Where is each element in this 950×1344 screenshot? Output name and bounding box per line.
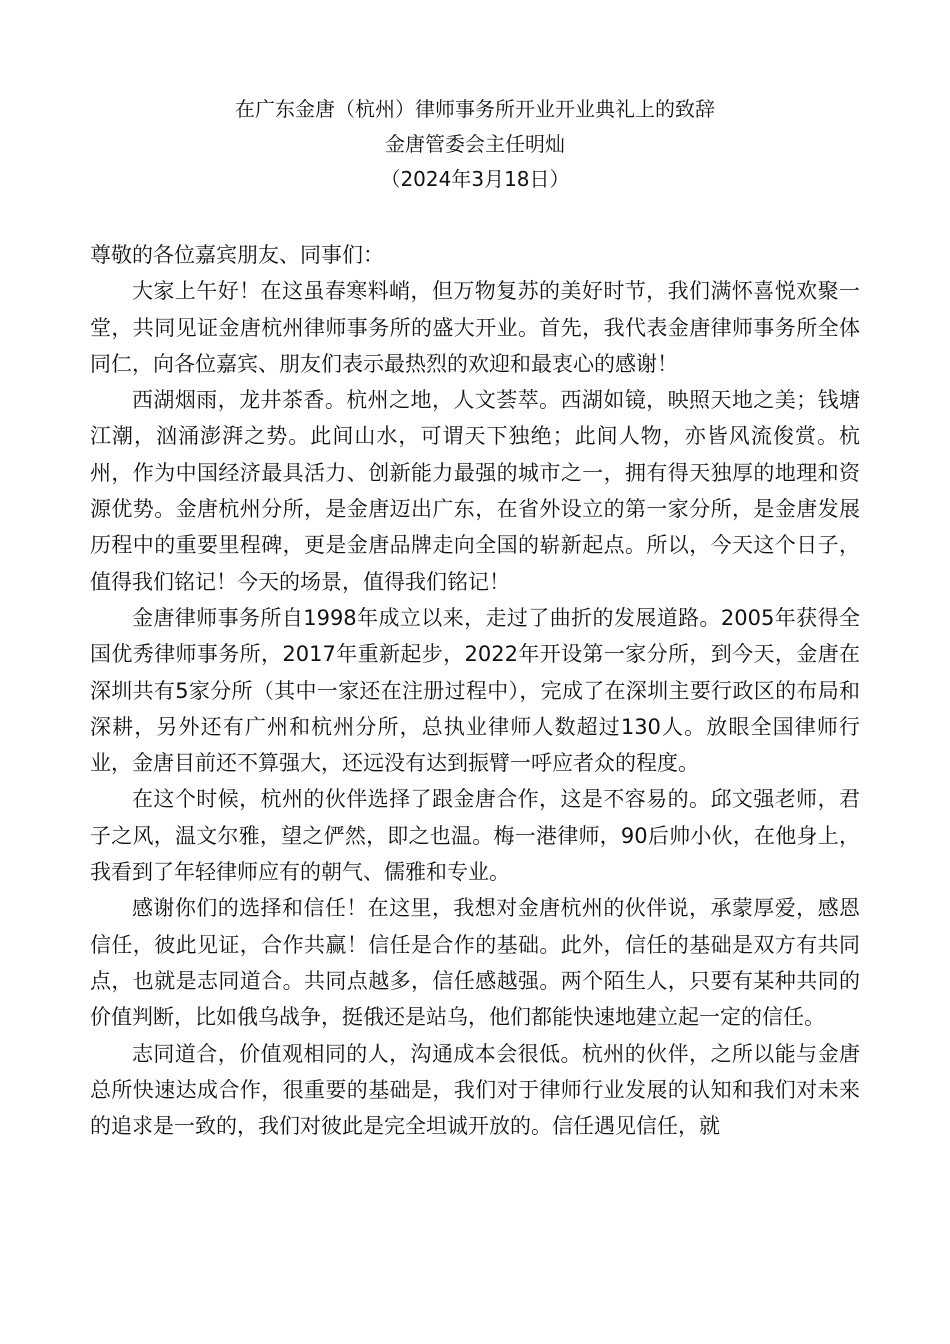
salutation: 尊敬的各位嘉宾朋友、同事们： bbox=[90, 243, 384, 267]
title-block bbox=[90, 92, 860, 197]
document-title: 在广东金唐（杭州）律师事务所开业开业典礼上的致辞 bbox=[235, 97, 715, 121]
date-line: （2024年3月18日） bbox=[380, 167, 570, 191]
paragraph: 大家上午好！在这虽春寒料峭，但万物复苏的美好时节，我们满怀喜悦欢聚一堂，共同见证金唐杭州律师事务所的盛大开业。首先，我代表金唐律师事务所全体同仁，向各位嘉宾、朋友们表示最热烈的欢迎和最衷心的感谢！ bbox=[90, 279, 860, 376]
paragraph: 志同道合，价值观相同的人，沟通成本会很低。杭州的伙伴，之所以能与金唐总所快速达成合作，很重要的基础是，我们对于律师行业发展的认知和我们对未来的追求是一致的，我们对彼此是完全坦诚开放的。信任遇见信任，就 bbox=[90, 1041, 860, 1139]
paragraph: 在这个时候，杭州的伙伴选择了跟金唐合作，这是不容易的。邱文强老师，君子之风，温文尔雅，望之俨然，即之也温。梅一港律师，90后帅小伙，在他身上，我看到了年轻律师应有的朝气、儒雅和专业。 bbox=[90, 787, 860, 885]
paragraph: 金唐律师事务所自1998年成立以来，走过了曲折的发展道路。2005年获得全国优秀律师事务所，2017年重新起步，2022年开设第一家分所，到今天，金唐在深圳共有5家分所（其中一家还在注册过程中），完成了在深圳主要行政区的布局和深耕，另外还有广州和杭州分所，总执业律师人数超过130人。放眼全国律师行业，金唐目前还不算强大，还远没有达到振臂一呼应者众的程度。 bbox=[90, 605, 860, 776]
paragraph: 感谢你们的选择和信任！在这里，我想对金唐杭州的伙伴说，承蒙厚爱，感恩信任，彼此见证，合作共赢！信任是合作的基础。此外，信任的基础是双方有共同点，也就是志同道合。共同点越多，信任感越强。两个陌生人，只要有某种共同的价值判断，比如俄乌战争，挺俄还是站乌，他们都能快速地建立起一定的信任。 bbox=[90, 896, 860, 1030]
speaker-line: 金唐管委会主任明灿 bbox=[385, 132, 565, 156]
paragraph: 西湖烟雨，龙井茶香。杭州之地，人文荟萃。西湖如镜，映照天地之美；钱塘江潮，汹涌澎湃之势。此间山水，可谓天下独绝；此间人物，亦皆风流俊赏。杭州，作为中国经济最具活力、创新能力最强的城市之一，拥有得天独厚的地理和资源优势。金唐杭州分所，是金唐迈出广东，在省外设立的第一家分所，是金唐发展历程中的重要里程碑，更是金唐品牌走向全国的崭新起点。所以，今天这个日子，值得我们铭记！今天的场景，值得我们铭记！ bbox=[90, 388, 860, 594]
